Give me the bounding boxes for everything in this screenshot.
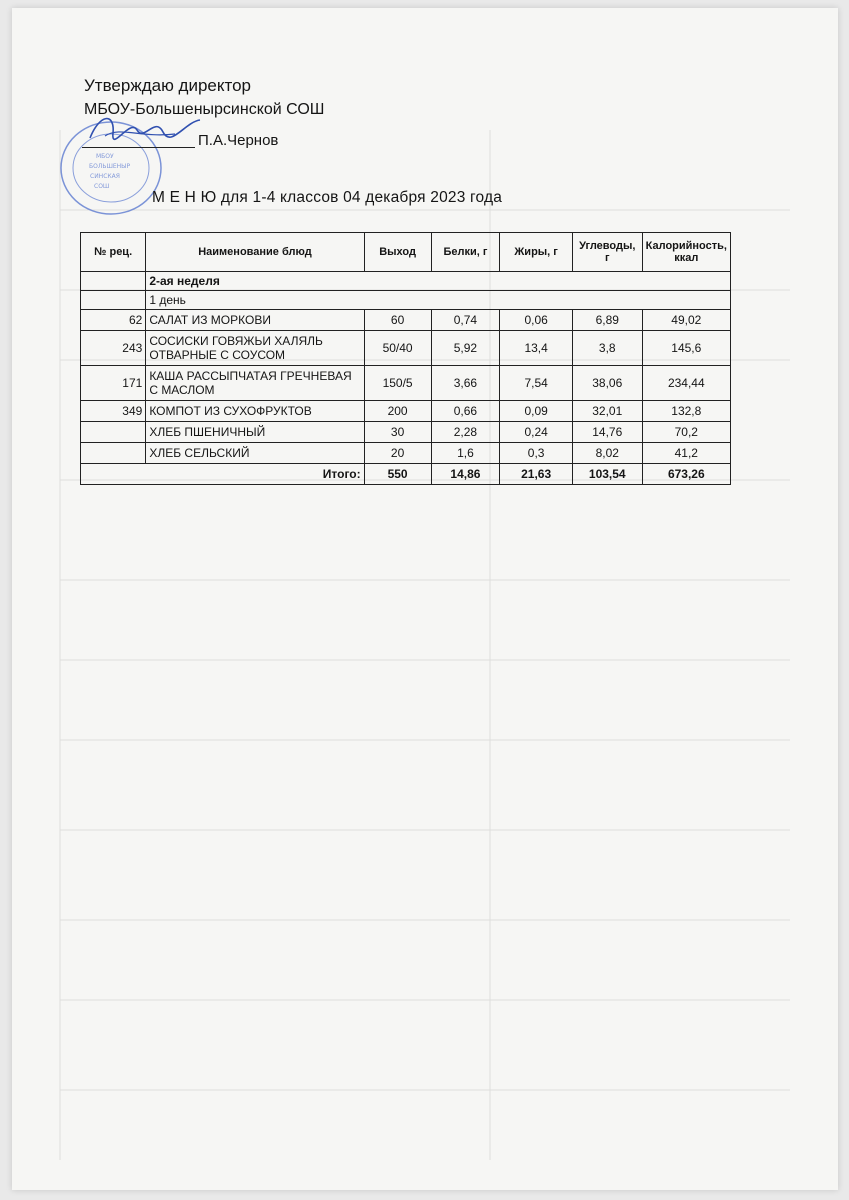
week-row (81, 272, 731, 291)
dish-calories: 145,6 (642, 331, 730, 366)
dish-name: КОМПОТ ИЗ СУХОФРУКТОВ (146, 401, 364, 422)
dish-fat: 0,24 (500, 422, 573, 443)
dish-output: 150/5 (364, 366, 431, 401)
dish-calories: 132,8 (642, 401, 730, 422)
dish-output: 200 (364, 401, 431, 422)
recipe-number (81, 443, 146, 464)
dish-calories: 49,02 (642, 310, 730, 331)
svg-text:СОШ: СОШ (94, 183, 110, 190)
dish-carbs: 8,02 (572, 443, 642, 464)
col-header-protein: Белки, г (431, 233, 500, 272)
recipe-number: 243 (81, 331, 146, 366)
dish-protein: 1,6 (431, 443, 500, 464)
dish-protein: 2,28 (431, 422, 500, 443)
menu-title: М Е Н Ю для 1-4 классов 04 декабря 2023 года (152, 189, 503, 206)
dish-name: САЛАТ ИЗ МОРКОВИ (146, 310, 364, 331)
menu-table (80, 232, 731, 485)
col-header-output: Выход (364, 233, 431, 272)
col-header-fat: Жиры, г (500, 233, 573, 272)
dish-protein: 0,66 (431, 401, 500, 422)
total-output: 550 (364, 464, 431, 485)
col-header-carbs: Углеводы, г (572, 233, 642, 272)
total-carbs: 103,54 (572, 464, 642, 485)
total-row (81, 464, 731, 485)
table-row (81, 331, 731, 366)
dish-fat: 0,06 (500, 310, 573, 331)
total-protein: 14,86 (431, 464, 500, 485)
dish-carbs: 32,01 (572, 401, 642, 422)
table-header-row (81, 233, 731, 272)
dish-output: 30 (364, 422, 431, 443)
svg-text:БОЛЬШЕНЫР: БОЛЬШЕНЫР (89, 163, 131, 170)
dish-protein: 3,66 (431, 366, 500, 401)
dish-calories: 41,2 (642, 443, 730, 464)
dish-fat: 0,3 (500, 443, 573, 464)
svg-text:МБОУ: МБОУ (96, 153, 114, 160)
dish-calories: 70,2 (642, 422, 730, 443)
table-row (81, 401, 731, 422)
recipe-number: 171 (81, 366, 146, 401)
total-label: Итого: (81, 464, 365, 485)
day-label: 1 день (146, 291, 731, 310)
col-header-calories: Калорийность, ккал (642, 233, 730, 272)
dish-fat: 7,54 (500, 366, 573, 401)
dish-protein: 5,92 (431, 331, 500, 366)
week-label: 2-ая неделя (146, 272, 731, 291)
dish-carbs: 3,8 (572, 331, 642, 366)
recipe-number: 349 (81, 401, 146, 422)
total-fat: 21,63 (500, 464, 573, 485)
table-row (81, 443, 731, 464)
dish-carbs: 6,89 (572, 310, 642, 331)
dish-fat: 13,4 (500, 331, 573, 366)
approval-heading: Утверждаю директор (84, 76, 252, 95)
director-name: П.А.Чернов (198, 132, 279, 149)
dish-output: 50/40 (364, 331, 431, 366)
dish-name: КАША РАССЫПЧАТАЯ ГРЕЧНЕВАЯ С МАСЛОМ (146, 366, 364, 401)
col-header-dish: Наименование блюд (146, 233, 364, 272)
dish-fat: 0,09 (500, 401, 573, 422)
dish-protein: 0,74 (431, 310, 500, 331)
dish-name: ХЛЕБ ПШЕНИЧНЫЙ (146, 422, 364, 443)
dish-carbs: 14,76 (572, 422, 642, 443)
table-row (81, 366, 731, 401)
svg-text:СИНСКАЯ: СИНСКАЯ (90, 173, 120, 180)
dish-calories: 234,44 (642, 366, 730, 401)
col-header-recipe: № рец. (81, 233, 146, 272)
dish-output: 20 (364, 443, 431, 464)
day-row (81, 291, 731, 310)
table-row (81, 310, 731, 331)
table-row (81, 422, 731, 443)
recipe-number (81, 422, 146, 443)
school-name: МБОУ-Большенырсинской СОШ (84, 101, 325, 118)
total-calories: 673,26 (642, 464, 730, 485)
dish-name: ХЛЕБ СЕЛЬСКИЙ (146, 443, 364, 464)
dish-carbs: 38,06 (572, 366, 642, 401)
recipe-number: 62 (81, 310, 146, 331)
dish-output: 60 (364, 310, 431, 331)
signature-line (82, 147, 195, 148)
dish-name: СОСИСКИ ГОВЯЖЬИ ХАЛЯЛЬ ОТВАРНЫЕ С СОУСОМ (146, 331, 364, 366)
